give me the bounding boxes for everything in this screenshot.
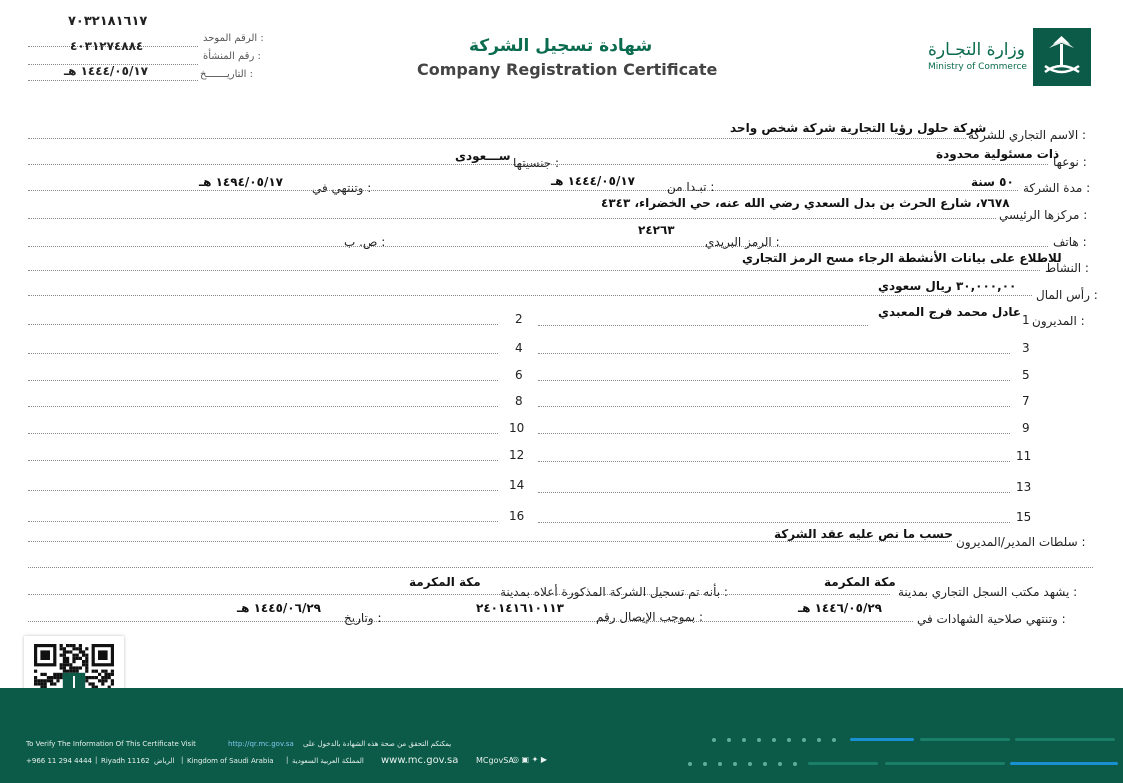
manager-number-15: 15	[1016, 510, 1032, 524]
decor-dot	[748, 762, 752, 766]
decor-dot	[787, 738, 791, 742]
manager-number-10: 10	[509, 421, 525, 435]
footer-riyadh-ar: الرياض	[154, 757, 175, 765]
manager-number-16: 16	[509, 509, 525, 523]
footer-divider: |	[286, 756, 289, 764]
unified-number-label: الرقم الموحد :	[203, 33, 264, 44]
start-label: تبـدا من :	[667, 180, 715, 194]
verify-url-link[interactable]: http://qr.mc.gov.sa	[228, 740, 294, 748]
trade-name-label: الاسم التجاري للشركة :	[968, 128, 1087, 142]
manager-number-12: 12	[509, 448, 525, 462]
ministry-emblem-icon	[1033, 28, 1091, 86]
dotted-line	[28, 324, 498, 325]
decor-dot	[733, 762, 737, 766]
duration-value: ٥٠ سنة	[971, 175, 1014, 189]
dotted-line	[538, 353, 1010, 354]
manager-number-9: 9	[1022, 421, 1030, 435]
dotted-line	[28, 80, 198, 81]
dotted-line	[538, 492, 1010, 493]
title-english: Company Registration Certificate	[417, 60, 718, 79]
start-date: ١٤٤٤/٠٥/١٧ هـ	[551, 174, 635, 188]
decor-dot	[688, 762, 692, 766]
social-icons[interactable]: ◎ ▣ ✦ ▶	[512, 755, 548, 764]
dotted-line	[28, 246, 1048, 247]
manager-1-name: عادل محمد فرج المعبدي	[878, 305, 1022, 319]
decor-dot	[778, 762, 782, 766]
receipt-number: ٢٤٠١٤١٦١٠١١٣	[476, 601, 564, 615]
dotted-line	[28, 621, 913, 622]
manager-number-4: 4	[515, 341, 523, 355]
footer-bar	[0, 688, 1123, 783]
decor-dot	[757, 738, 761, 742]
type-label: نوعها :	[1053, 155, 1087, 169]
dotted-line	[538, 380, 1010, 381]
decor-dot	[742, 738, 746, 742]
dotted-line	[28, 521, 498, 522]
headquarters-label: مركزها الرئيسي :	[999, 208, 1088, 222]
title-arabic: شهادة تسجيل الشركة	[469, 36, 653, 56]
decor-dot	[802, 738, 806, 742]
dotted-line	[28, 433, 498, 434]
decor-dot	[763, 762, 767, 766]
dotted-line	[28, 164, 1048, 165]
manager-number-7: 7	[1022, 394, 1030, 408]
dotted-line	[538, 406, 1010, 407]
date-label: التاريـــــــخ :	[200, 69, 254, 80]
capital-value: ٣٠,٠٠٠,٠٠ ريال سعودي	[878, 279, 1017, 293]
nationality-label: جنسيتها :	[513, 156, 560, 170]
dotted-line	[538, 522, 1010, 523]
trade-name-value: شركة حلول رؤيا التجارية شركة شخص واحد	[730, 121, 987, 135]
activity-value: للاطلاع على بيانات الأنشطة الرجاء مسح الرمز التجاري	[742, 251, 1062, 265]
footer-divider: |	[181, 756, 184, 764]
dotted-line	[28, 490, 498, 491]
dotted-line	[28, 295, 1032, 296]
type-value: ذات مسئولية محدودة	[936, 147, 1060, 161]
verify-text-ar: يمكنكم التحقق من صحة هذه الشهادة بالدخول على	[303, 740, 452, 748]
decor-dot	[832, 738, 836, 742]
dotted-line	[28, 380, 498, 381]
footer-website-link[interactable]: www.mc.gov.sa	[381, 755, 459, 766]
dotted-line	[28, 138, 966, 139]
registered-city-value: مكة المكرمة	[409, 575, 481, 589]
certifying-office-label: يشهد مكتب السجل التجاري بمدينة :	[898, 585, 1078, 599]
end-label: وتنتهي في :	[312, 181, 372, 195]
end-date: ١٤٩٤/٠٥/١٧ هـ	[199, 175, 283, 189]
manager-number-3: 3	[1022, 341, 1030, 355]
manager-number-8: 8	[515, 394, 523, 408]
dotted-line	[28, 190, 1018, 191]
expiry-label: وتنتهي صلاحية الشهادات في :	[917, 612, 1066, 626]
establishment-number-label: رقم المنشأة :	[203, 51, 261, 62]
nationality-value: ســـعودى	[455, 149, 511, 163]
unified-number: ٧٠٣٢١٨١٦١٧	[68, 14, 148, 29]
verify-text-en: To Verify The Information Of This Certificate Visit	[26, 740, 196, 748]
manager-number-5: 5	[1022, 368, 1030, 382]
dotted-line	[28, 270, 1040, 271]
po-box-label: ص. ب :	[344, 235, 386, 249]
authority-label: سلطات المدير/المديرون :	[956, 535, 1086, 549]
decor-bar	[1010, 762, 1118, 765]
receipt-date: ١٤٤٥/٠٦/٢٩ هـ	[237, 601, 321, 615]
dotted-line	[28, 594, 890, 595]
dotted-line	[28, 541, 952, 542]
manager-number-6: 6	[515, 368, 523, 382]
manager-number-11: 11	[1016, 449, 1032, 463]
decor-dot	[772, 738, 776, 742]
manager-number-1: 1	[1022, 313, 1030, 327]
expiry-date: ١٤٤٦/٠٥/٢٩ هـ	[798, 601, 882, 615]
postal-code-label: الرمز البريدي :	[705, 235, 780, 249]
footer-phone: +966 11 294 4444	[26, 757, 92, 765]
footer-ksa-en: Kingdom of Saudi Arabia	[187, 757, 274, 765]
authority-value: حسب ما نص عليه عقد الشركة	[774, 527, 953, 541]
capital-label: رأس المال :	[1036, 288, 1098, 302]
decor-dot	[712, 738, 716, 742]
footer-social-handle[interactable]: MCgovSA	[476, 756, 514, 765]
certifying-office-city: مكة المكرمة	[824, 575, 896, 589]
receipt-number-label: بموجب الإيصال رقم :	[596, 610, 703, 624]
duration-label: مدة الشركة :	[1023, 181, 1091, 195]
establishment-number: ٤٠٣١٢٧٤٨٨٤	[70, 39, 144, 53]
managers-label: المديرون :	[1032, 314, 1085, 328]
decor-dot	[817, 738, 821, 742]
dotted-line	[28, 218, 996, 219]
decor-dot	[703, 762, 707, 766]
manager-number-13: 13	[1016, 480, 1032, 494]
decor-dot	[727, 738, 731, 742]
dotted-line	[28, 460, 498, 461]
ministry-name-arabic: وزارة التجـارة	[928, 40, 1025, 60]
dotted-line	[28, 567, 1093, 568]
footer-ksa-ar: المملكة العربية السعودية	[292, 757, 364, 765]
phone-label: هاتف :	[1053, 235, 1087, 249]
footer-riyadh-en: Riyadh 11162	[101, 757, 150, 765]
footer-divider: |	[95, 756, 98, 764]
ministry-name-english: Ministry of Commerce	[928, 62, 1027, 72]
certificate-date: ١٤٤٤/٠٥/١٧ هـ	[64, 64, 148, 78]
decor-dot	[718, 762, 722, 766]
decor-dot	[793, 762, 797, 766]
activity-label: النشاط :	[1045, 261, 1089, 275]
dotted-line	[538, 433, 1010, 434]
postal-code-value: ٢٤٢٦٣	[638, 223, 675, 237]
decor-bar	[920, 738, 1010, 741]
dotted-line	[28, 406, 498, 407]
dotted-line	[538, 325, 868, 326]
dotted-line	[28, 353, 498, 354]
manager-number-2: 2	[515, 312, 523, 326]
decor-bar	[850, 738, 914, 741]
registered-city-label: بأنه تم تسجيل الشركة المذكورة أعلاه بمدينة :	[500, 585, 728, 599]
decor-bar	[885, 762, 1005, 765]
headquarters-address: ٧٦٧٨، شارع الحرث بن بدل السعدي رضي الله عنه، حي الخضراء، ٤٣٤٣	[601, 196, 1010, 210]
receipt-date-label: وتاريخ :	[344, 611, 382, 625]
manager-number-14: 14	[509, 478, 525, 492]
decor-bar	[1015, 738, 1115, 741]
decor-bar	[808, 762, 878, 765]
dotted-line	[538, 461, 1010, 462]
